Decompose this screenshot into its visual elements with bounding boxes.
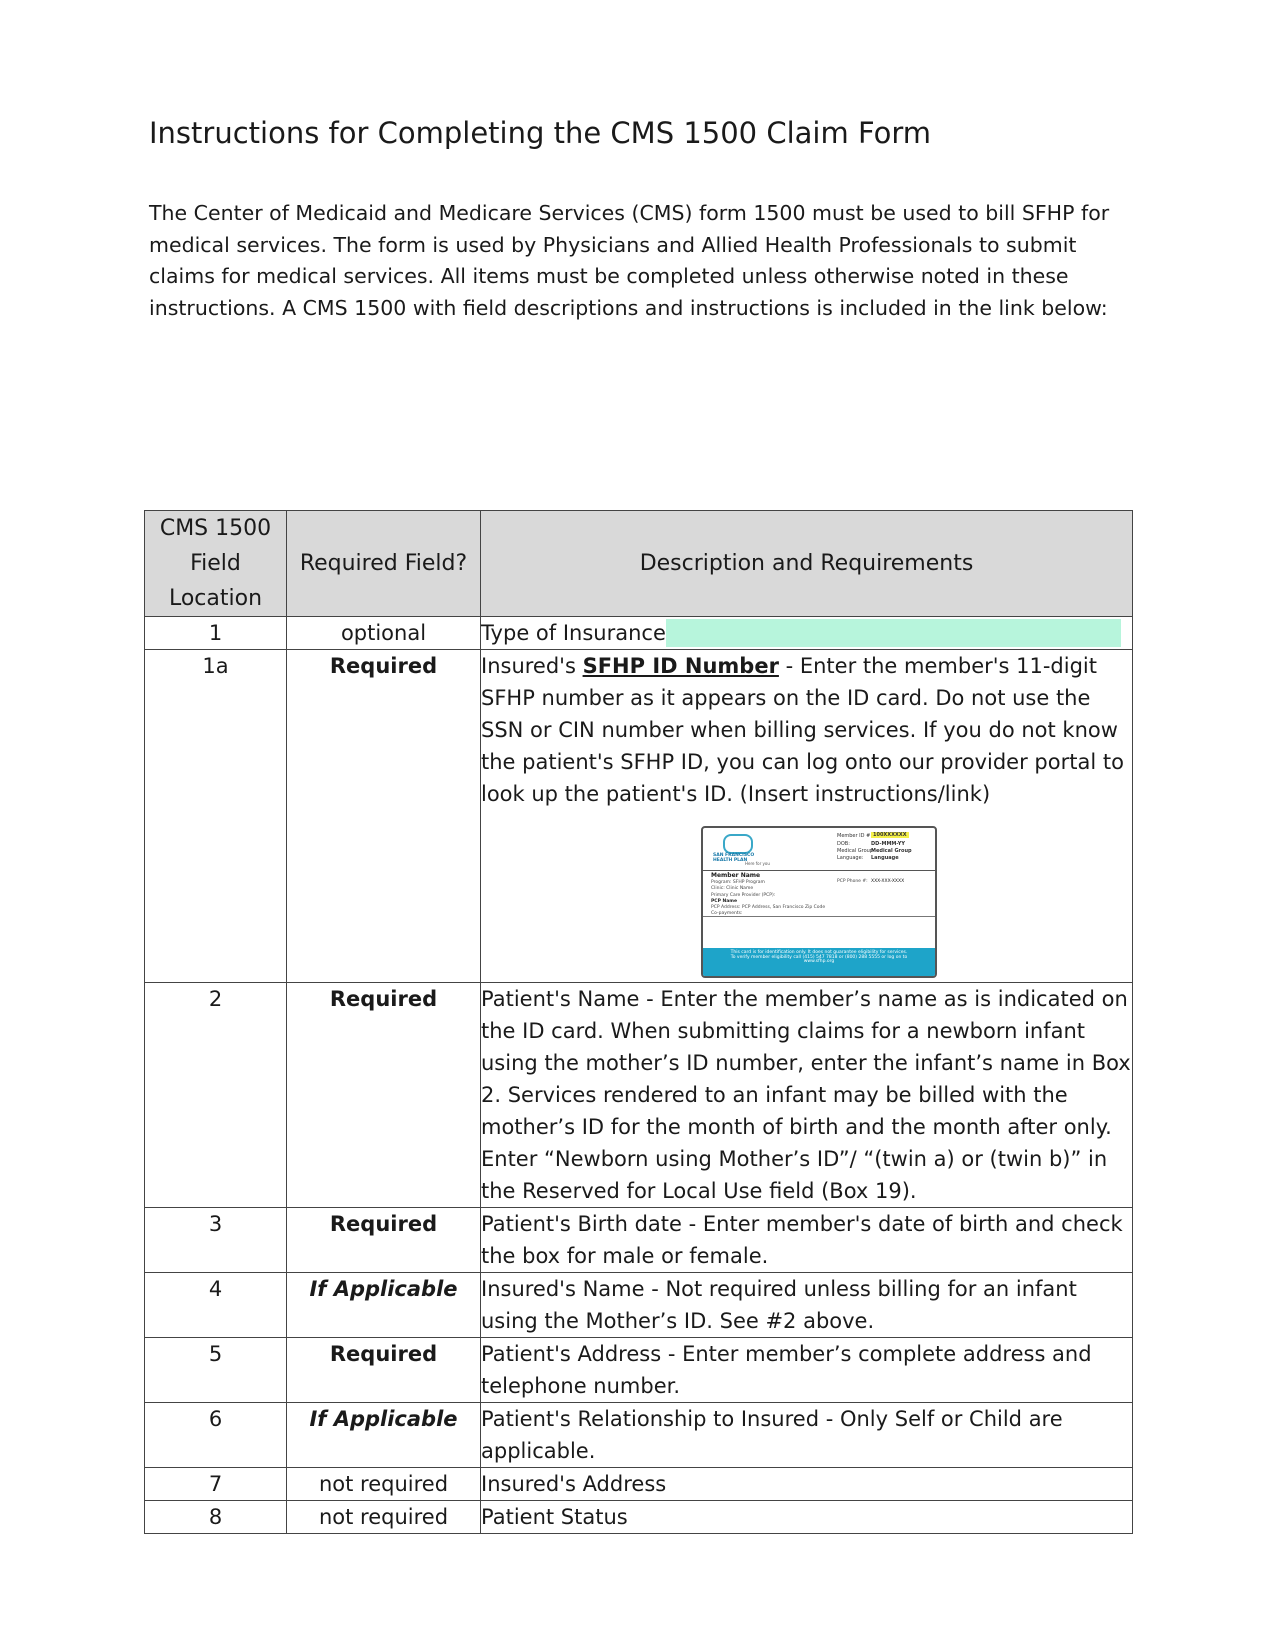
field-number: 2	[145, 983, 287, 1208]
table-row	[145, 1501, 1133, 1534]
description-prefix: Insured's	[481, 654, 583, 678]
card-program: Program: SFHP Program	[711, 880, 765, 885]
field-number: 1a	[145, 650, 287, 983]
sfhp-logo-icon	[723, 834, 753, 854]
required-value: optional	[287, 617, 481, 650]
required-value: not required	[287, 1501, 481, 1534]
card-pcp-address: PCP Address: PCP Address, San Francisco Zip Code	[711, 905, 826, 910]
description-text	[481, 650, 1132, 810]
sfhp-id-card-image	[701, 826, 937, 978]
required-value: If Applicable	[287, 1273, 481, 1338]
required-value: Required	[287, 983, 481, 1208]
card-medical-group-value: Medical Group	[871, 848, 912, 854]
required-value: Required	[287, 650, 481, 983]
table-row	[145, 1468, 1133, 1501]
table-row	[145, 1338, 1133, 1403]
card-medical-group-label: Medical Group:	[837, 848, 875, 854]
description-cell: Insured's Name - Not required unless billing for an infant using the Mother’s ID. See #2 above.	[481, 1273, 1133, 1338]
required-value: Required	[287, 1338, 481, 1403]
description-cell: Patient's Birth date - Enter member's date of birth and check the box for male or female.	[481, 1208, 1133, 1273]
table-row	[145, 650, 1133, 983]
field-number: 8	[145, 1501, 287, 1534]
table-row	[145, 617, 1133, 650]
card-pcp-label: Primary Care Provider (PCP):	[711, 893, 776, 898]
description-text: Type of Insurance	[481, 621, 666, 645]
card-divider-2	[703, 916, 935, 917]
required-value: not required	[287, 1468, 481, 1501]
card-footer-line2: To verify member eligibility call (415) 547 7818 or (800) 288 5555 or log on to	[730, 954, 908, 960]
card-footer-line1: This card is for identification only. It does not guarantee eligibility for services.	[730, 950, 908, 955]
card-dob-value: DD-MMM-YY	[871, 841, 905, 847]
header-required: Required Field?	[287, 511, 481, 617]
intro-paragraph: The Center of Medicaid and Medicare Services (CMS) form 1500 must be used to bill SFHP for medical services. The form is used by Physicians and Allied Health Professionals to submit claims for medical services. All items must be completed unless otherwise noted in these instructions. A CMS 1500 with field descriptions and instructions is included in the link below:	[149, 201, 1110, 320]
description-cell	[481, 650, 1133, 983]
card-pcp-phone-label: PCP Phone #:	[837, 879, 868, 884]
description-cell: Patient's Name - Enter the member’s name as is indicated on the ID card. When submitting claims for a newborn infant using the mother’s ID number, enter the infant’s name in Box 2. Services rendered to an infant may be billed with the mother’s ID for the month of birth and the month after only. Enter “Newborn using Mother’s ID”/ “(twin a) or (twin b)” in the Reserved for Local Use field (Box 19).	[481, 983, 1133, 1208]
field-number: 7	[145, 1468, 287, 1501]
required-value: Required	[287, 1208, 481, 1273]
table-row	[145, 983, 1133, 1208]
table-row	[145, 1208, 1133, 1273]
description-cell: Patient's Relationship to Insured - Only Self or Child are applicable.	[481, 1403, 1133, 1468]
card-language-value: Language	[871, 855, 899, 861]
id-card-image-wrap	[481, 810, 1132, 982]
card-member-name: Member Name	[711, 872, 761, 879]
field-number: 1	[145, 617, 287, 650]
instructions-table	[144, 510, 1133, 1534]
description-suffix: - Enter the member's 11-digit SFHP number as it appears on the ID card. Do not use the SSN or CIN number when billing services. If you do not know the patient's SFHP ID, you can log onto our provider portal to look up the patient's ID. (Insert instructions/link)	[481, 654, 1124, 806]
header-field-location-line3: Location	[168, 586, 263, 611]
table-header-row	[145, 511, 1133, 617]
logo-text: SAN FRANCISCO HEALTH PLAN	[713, 853, 755, 863]
description-cell: Insured's Address	[481, 1468, 1133, 1501]
header-field-location-line1: CMS 1500	[159, 516, 272, 541]
field-number: 5	[145, 1338, 287, 1403]
card-member-id-label: Member ID #	[837, 833, 871, 839]
description-cell: Patient Status	[481, 1501, 1133, 1534]
header-field-location	[145, 511, 287, 617]
card-clinic: Clinic: Clinic Name	[711, 886, 754, 891]
field-number: 6	[145, 1403, 287, 1468]
card-pcp-name: PCP Name	[711, 899, 738, 904]
card-dob-label: DOB:	[837, 841, 850, 847]
header-description: Description and Requirements	[481, 511, 1133, 617]
description-cell: Patient's Address - Enter member’s complete address and telephone number.	[481, 1338, 1133, 1403]
field-number: 4	[145, 1273, 287, 1338]
page-title: Instructions for Completing the CMS 1500 Claim Form	[149, 116, 931, 150]
table-row	[145, 1273, 1133, 1338]
description-cell	[481, 617, 1133, 650]
card-member-id-value: 100XXXXXX	[873, 832, 907, 838]
card-copayments: Co-payments:	[711, 911, 743, 916]
required-value: If Applicable	[287, 1403, 481, 1468]
highlight-mark	[666, 619, 1121, 647]
field-number: 3	[145, 1208, 287, 1273]
header-field-location-line2: Field	[190, 551, 241, 576]
card-language-label: Language:	[837, 855, 864, 861]
card-footer-line3: www.sfhp.org	[803, 959, 835, 965]
sfhp-id-number-link[interactable]: SFHP ID Number	[582, 654, 779, 678]
card-tagline: Here for you	[745, 861, 770, 866]
card-divider	[703, 870, 935, 871]
table-row	[145, 1403, 1133, 1468]
card-pcp-phone-value: XXX-XXX-XXXX	[871, 879, 905, 884]
card-footer	[703, 948, 935, 976]
